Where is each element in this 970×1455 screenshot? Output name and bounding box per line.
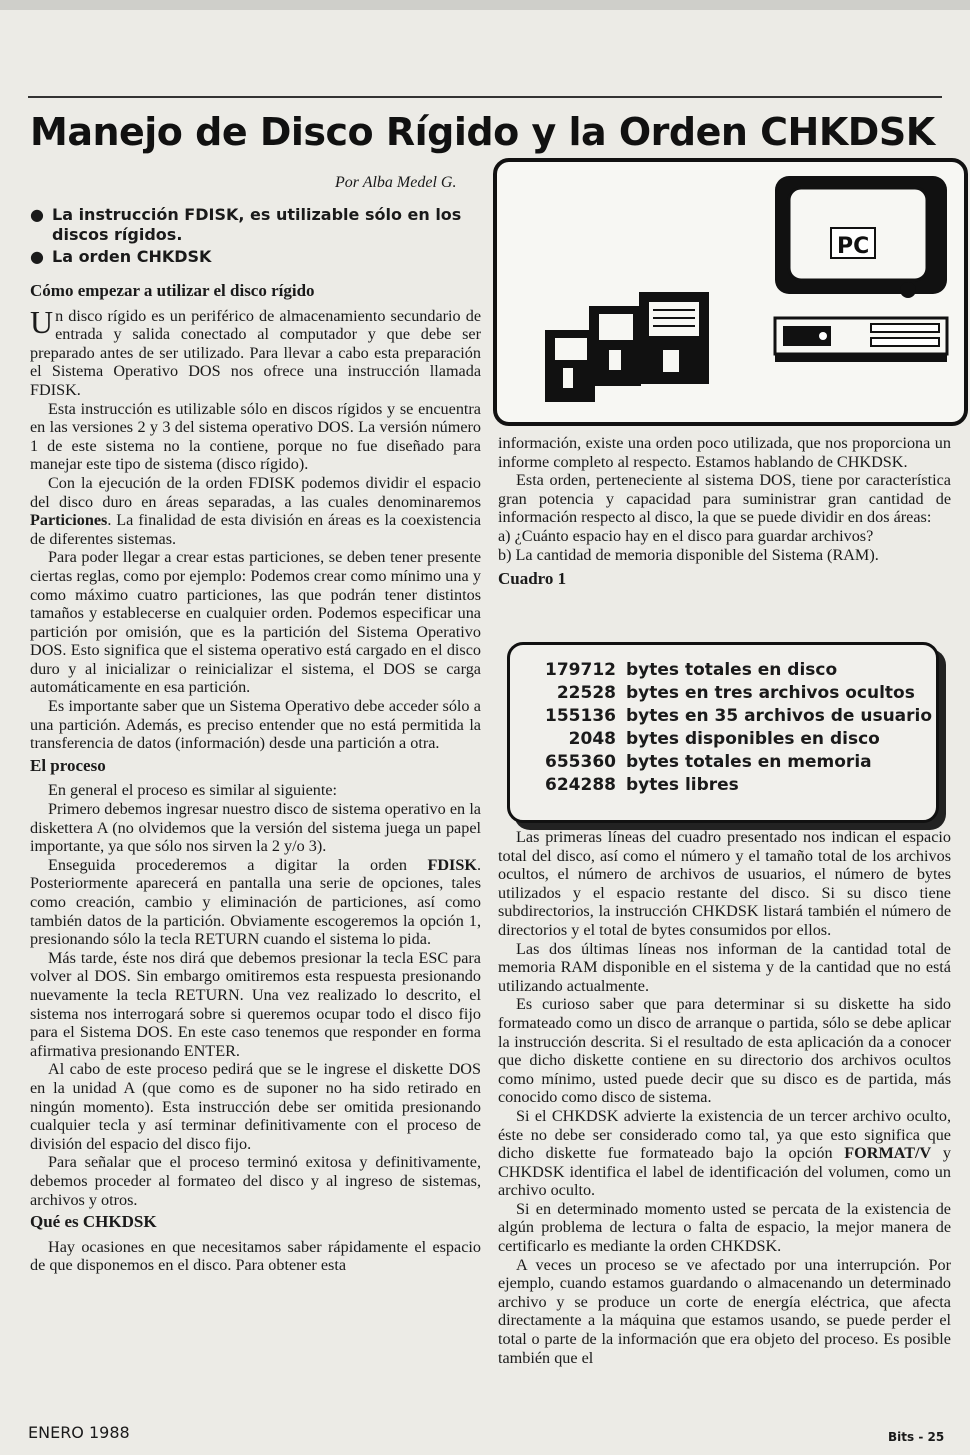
article-title: Manejo de Disco Rígido y la Orden CHKDSK — [30, 110, 935, 154]
paragraph-text: Enseguida procederemos a digitar la orden — [48, 855, 428, 874]
bullet-icon: ● — [30, 247, 44, 266]
output-text: bytes disponibles en disco — [626, 729, 880, 749]
paragraph: A veces un proceso se ve afectado por una interrupción. Por ejemplo, cuando estamos guardando o almacenando un determinado archivo y se produce un corte de energía eléctrica, que afecta directamente a la máquina que estamos usando, se puede perder el total o parte de la información que era objeto del proceso. Es posible también que el — [498, 1255, 951, 1367]
paragraph — [30, 303, 481, 400]
paragraph — [30, 474, 481, 548]
bold-term: FDISK — [427, 855, 477, 874]
paragraph-text: n disco rígido es un periférico de almacenamiento secundario de entrada y salida conectado al computador y que debe ser preparado antes de ser utilizado. Para llevar a cabo esta preparación el Sistema Operativo DOS nos ofrece una instrucción llamada FDISK. — [30, 306, 481, 399]
bold-term: Particiones — [30, 511, 108, 530]
output-text: bytes en tres archivos ocultos — [626, 683, 915, 703]
output-number: 22528 — [556, 683, 616, 703]
computer-illustration — [493, 158, 968, 426]
output-text: bytes totales en disco — [626, 660, 838, 680]
output-number: 155136 — [545, 706, 616, 726]
output-number: 2048 — [568, 729, 616, 749]
paragraph: Más tarde, éste nos dirá que debemos presionar la tecla ESC para volver al DOS. Sin embargo omitiremos esta respuesta presionando nuevamente la tecla RETURN. Una vez realizado lo descrito, el sistema nos interrogará sobre si queremos ocupar todo el disco fijo para el Sistema DOS. En este caso tenemos que responder en forma afirmativa presionando ENTER. — [30, 948, 481, 1060]
paragraph: Esta orden, perteneciente al sistema DOS, tiene por característica gran potencia y capacidad para suministrar gran cantidad de información respecto al disco, la que se puede dividir en dos áreas: — [498, 471, 951, 527]
left-column — [30, 278, 481, 1275]
paragraph: Hay ocasiones en que necesitamos saber rápidamente el espacio de que disponemos en el disco. Para obtener esta — [30, 1237, 481, 1275]
bold-term: FORMAT/V — [844, 1144, 932, 1163]
paragraph: Esta instrucción es utilizable sólo en discos rígidos y se encuentra en las versiones 2 y 3 del sistema operativo DOS. La versión número 1 de este sistema no la contiene, porque no fue diseñado para manejar este tipo de sistema (disco rígido). — [30, 399, 481, 474]
output-number: 179712 — [545, 660, 616, 680]
bullet-item — [30, 205, 480, 245]
output-row — [516, 682, 936, 705]
output-text: bytes libres — [626, 775, 739, 795]
cuadro-label: Cuadro 1 — [498, 569, 567, 589]
footer-date: ENERO 1988 — [28, 1423, 130, 1442]
drop-cap: U — [30, 303, 54, 340]
bullet-text: La instrucción FDISK, es utilizable sólo en los discos rígidos. — [52, 205, 462, 244]
list-item: a) ¿Cuánto espacio hay en el disco para guardar archivos? — [498, 526, 874, 545]
top-border — [0, 0, 970, 10]
output-number: 624288 — [545, 775, 616, 795]
paragraph-text: . Posteriormente aparecerá en pantalla una serie de opciones, tales como creación, cambio y eliminación de particiones, así como también datos de la partición. Obviamente escogeremos la opción 1, presionando sólo la tecla RETURN cuando el sistema lo pida. — [30, 855, 481, 949]
paragraph — [498, 1107, 951, 1200]
paragraph: Es curioso saber que para determinar si su diskette ha sido formateado como un disco de arranque o partida, sólo se debe aplicar la instrucción descrita. Si el resultado de esta aplicación da a conocer que dicho diskette contiene en su directorio dos archivos ocultos como mínimo, usted puede decir que su disco es de partida, más conocido como disco de sistema. — [498, 995, 951, 1107]
right-column-upper — [498, 434, 951, 599]
paragraph: Para poder llegar a crear estas particiones, se deben tener presente ciertas reglas, como por ejemplo: Podemos crear como mínimo una y como máximo cuatro particiones, las que podrán tener distintos tamaños y establecerse en cualquier orden. Podemos especificar una partición por omisión, que es la partición del Sistema Operativo DOS. Esto significa que el sistema operativo está cargado en el disco duro y al inicializar o reinicializar el sistema, el DOS se carga automáticamente en esa partición. — [30, 548, 481, 697]
paragraph: Las primeras líneas del cuadro presentado nos indican el espacio total del disco, así como el número y el tamaño total de los archivos ocultos, el número de archivos de usuarios, el número de bytes utilizados y el espacio restante del disco. Si su disco tiene subdirectorios, la instrucción CHKDSK listará también el número de directorios y el total de bytes consumidos por ellos. — [498, 828, 951, 939]
footer-page-number: Bits - 25 — [888, 1430, 945, 1444]
output-number: 655360 — [545, 752, 616, 772]
paragraph: Las dos últimas líneas nos informan de la cantidad total de memoria RAM disponible en el sistema y de la cantidad que no está utilizando actualmente. — [498, 939, 951, 995]
paragraph: Es importante saber que un Sistema Operativo debe acceder sólo a una partición. Además, es preciso entender que no está permitida la transferencia de datos (información) desde una partición a otra. — [30, 697, 481, 753]
output-text: bytes totales en memoria — [626, 752, 872, 772]
output-row — [516, 705, 936, 728]
paragraph: Al cabo de este proceso pedirá que se le ingrese el diskette DOS en la unidad A (que como es de suponer no ha sido retirado en ningún momento). Esta instrucción debe ser omitida presionando cualquier tecla y así terminar definitivamente con el proceso de división del espacio del disco fijo. — [30, 1060, 481, 1153]
output-row — [516, 659, 936, 682]
headline-rule — [28, 96, 942, 98]
paragraph-text: Si el CHKDSK advierte la existencia de un tercer archivo oculto, éste no debe ser considerado como tal, ya que esto significa que dicho diskette fue formateado bajo la opción — [498, 1106, 951, 1163]
bullet-item — [30, 247, 480, 267]
paragraph: En general el proceso es similar al siguiente: — [48, 781, 338, 800]
output-rows — [510, 645, 936, 797]
pc-label: PC — [837, 234, 870, 259]
paragraph: Si en determinado momento usted se percata de la existencia de algún problema de lectura o falta de espacio, la mejor manera de certificarlo es mediante la orden CHKDSK. — [498, 1199, 951, 1256]
summary-bullets — [30, 205, 480, 269]
paragraph — [30, 856, 481, 949]
chkdsk-output-box — [507, 642, 939, 823]
pc-diskettes-icon — [493, 158, 968, 426]
paragraph: Para señalar que el proceso terminó exitosa y definitivamente, debemos proceder al formateo del disco y al ingreso de sistemas, archivos y otros. — [30, 1153, 481, 1209]
bullet-icon: ● — [30, 205, 44, 224]
paragraph: Primero debemos ingresar nuestro disco de sistema operativo en la diskettera A (no olvidemos que la versión del sistema juega un papel importante, ya que sólo nos sirven la 2 y/o 3). — [30, 800, 481, 856]
bullet-text: La orden CHKDSK — [52, 247, 212, 266]
output-text: bytes en 35 archivos de usuario — [626, 706, 933, 726]
output-row — [516, 774, 936, 797]
section-heading: Qué es CHKDSK — [30, 1212, 157, 1232]
output-row — [516, 728, 936, 751]
paragraph-text: y CHKDSK identifica el label de identificación del volumen, como un archivo oculto. — [498, 1144, 952, 1200]
output-row — [516, 751, 936, 774]
paragraph: información, existe una orden poco utilizada, que nos proporciona un informe completo al respecto. Estamos hablando de CHKDSK. — [498, 434, 951, 471]
right-column-lower — [498, 828, 951, 1367]
section-heading: El proceso — [30, 755, 106, 775]
paragraph-text: Con la ejecución de la orden FDISK podemos dividir el espacio del disco duro en áreas separadas, a las cuales denominaremos — [30, 473, 481, 511]
byline: Por Alba Medel G. — [335, 174, 457, 191]
paragraph-text: . La finalidad de esta división en áreas es la coexistencia de diferentes sistemas. — [30, 511, 481, 548]
section-heading: Cómo empezar a utilizar el disco rígido — [30, 281, 315, 300]
list-item: b) La cantidad de memoria disponible del Sistema (RAM). — [498, 545, 879, 564]
